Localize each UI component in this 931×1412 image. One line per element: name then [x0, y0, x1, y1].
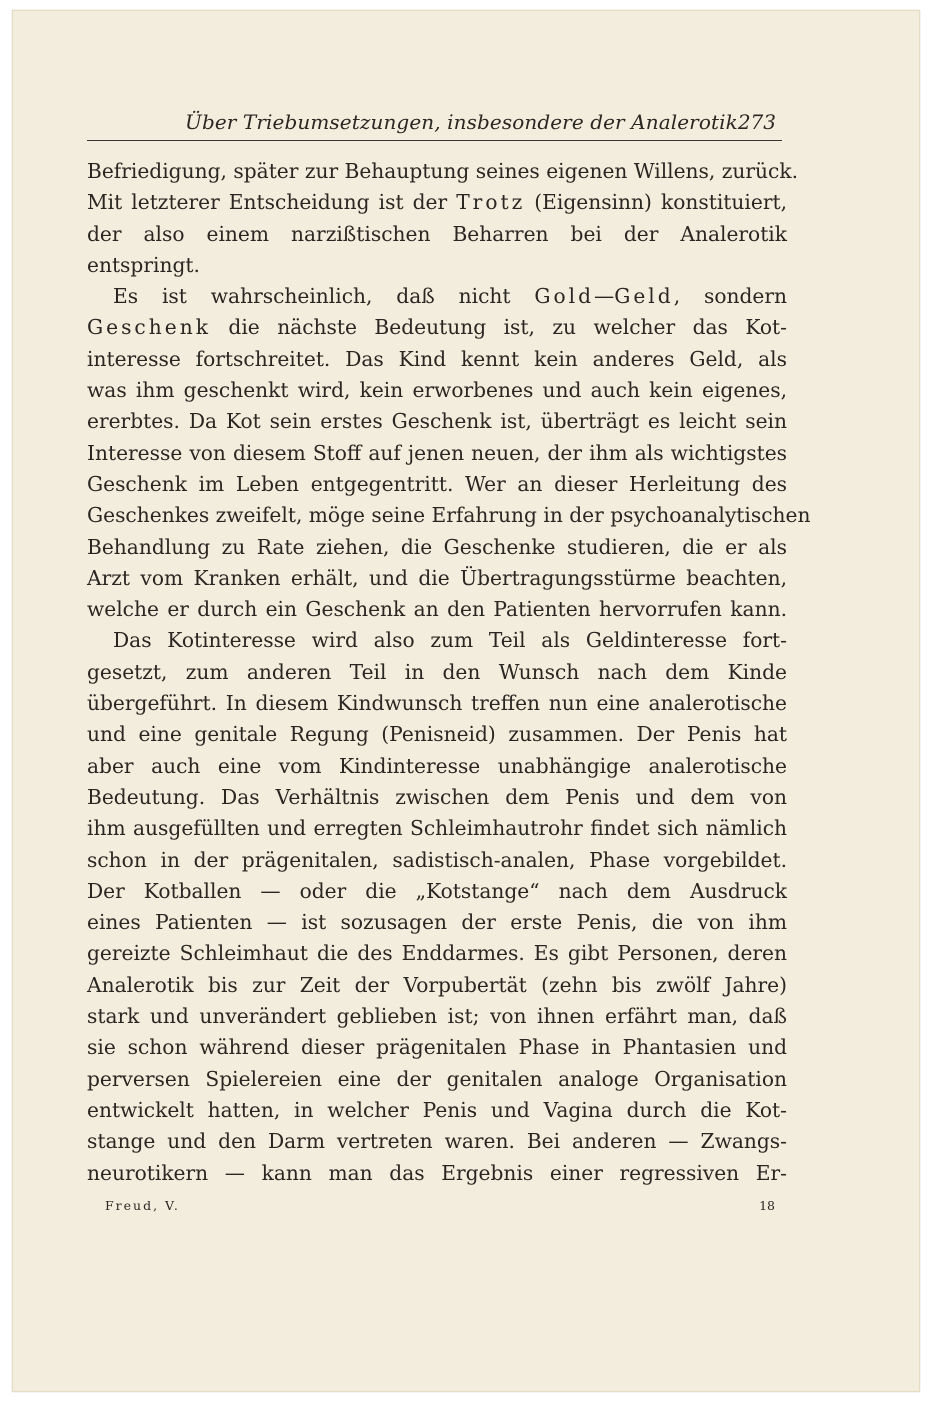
- text-line: entwickelt hatten, in welcher Penis und Vagina durch die Kot-: [87, 1097, 787, 1122]
- text-line: welche er durch ein Geschenk an den Patienten hervorrufen kann.: [87, 597, 787, 622]
- text-line: Bedeutung. Das Verhältnis zwischen dem Penis und dem von: [87, 784, 787, 809]
- text-line: ihm ausgefüllten und erregten Schleimhautrohr findet sich nämlich: [87, 816, 787, 841]
- text-line: eines Patienten — ist sozusagen der erste Penis, die von ihm: [87, 910, 787, 935]
- text-line: sie schon während dieser prägenitalen Phase in Phantasien und: [87, 1035, 787, 1060]
- text-line: der also einem narzißtischen Beharren bei der Analerotik: [87, 221, 787, 246]
- text-line: Befriedigung, später zur Behauptung seines eigenen Willens, zurück.: [87, 159, 798, 183]
- text-line: Arzt vom Kranken erhält, und die Übertragungsstürme beachten,: [87, 565, 787, 590]
- text-line: Behandlung zu Rate ziehen, die Geschenke studieren, die er als: [87, 534, 787, 559]
- page-number: 273: [737, 110, 776, 134]
- text-line: entspringt.: [87, 252, 200, 277]
- text-line: was ihm geschenkt wird, kein erworbenes und auch kein eigenes,: [87, 378, 787, 403]
- text-line: Der Kotballen — oder die „Kotstange“ nach dem Ausdruck: [87, 878, 787, 903]
- text-line: Geschenk im Leben entgegentritt. Wer an dieser Herleitung des: [87, 471, 787, 496]
- text-line: Geschenk die nächste Bedeutung ist, zu welcher das Kot-: [87, 315, 787, 340]
- text-line: interesse fortschreitet. Das Kind kennt kein anderes Geld, als: [87, 346, 787, 371]
- text-line: aber auch eine vom Kindinteresse unabhängige analerotische: [87, 753, 787, 778]
- text-line: stark und unverändert geblieben ist; von ihnen erfährt man, daß: [87, 1004, 787, 1029]
- emphasis-spaced: Geld: [614, 284, 674, 309]
- running-head-title: Über Triebumsetzungen, insbesondere der Analerotik: [185, 110, 738, 134]
- text-line: stange und den Darm vertreten waren. Bei anderen — Zwangs-: [87, 1129, 787, 1154]
- book-page: [12, 10, 920, 1392]
- text-line: Geschenkes zweifelt, möge seine Erfahrung in der psychoanalytischen: [87, 503, 811, 528]
- footer-sheet-number: 18: [759, 1198, 775, 1213]
- emphasis-spaced: Trotz: [456, 190, 526, 215]
- text-line: Analerotik bis zur Zeit der Vorpubertät (zehn bis zwölf Jahre): [87, 972, 787, 997]
- emphasis-spaced: Geschenk: [87, 315, 211, 340]
- text-line: schon in der prägenitalen, sadistisch-analen, Phase vorgebildet.: [87, 847, 787, 872]
- body-text: [87, 156, 811, 1189]
- text-line: ererbtes. Da Kot sein erstes Geschenk ist, überträgt es leicht sein: [87, 409, 787, 434]
- text-line: Interesse von diesem Stoff auf jenen neuen, der ihm als wichtigstes: [87, 440, 787, 465]
- text-line: Das Kotinteresse wird also zum Teil als Geldinteresse fort-: [113, 628, 787, 653]
- emphasis-spaced: Gold: [534, 284, 595, 309]
- text-line: Es ist wahrscheinlich, daß nicht Gold—Geld, sondern: [113, 284, 788, 309]
- running-head: [87, 106, 782, 141]
- footer-signature: Freud, V.: [105, 1198, 180, 1213]
- text-line: Mit letzterer Entscheidung ist der Trotz (Eigensinn) konstituiert,: [87, 190, 787, 215]
- text-line: und eine genitale Regung (Penisneid) zusammen. Der Penis hat: [87, 722, 787, 747]
- text-line: gesetzt, zum anderen Teil in den Wunsch nach dem Kinde: [87, 659, 787, 684]
- page-footer: [105, 1198, 775, 1218]
- text-line: gereizte Schleimhaut die des Enddarmes. Es gibt Personen, deren: [87, 941, 787, 966]
- text-line: neurotikern — kann man das Ergebnis einer regressiven Er-: [87, 1160, 787, 1185]
- text-line: perversen Spielereien eine der genitalen analoge Organisation: [87, 1066, 787, 1091]
- text-line: übergeführt. In diesem Kindwunsch treffen nun eine analerotische: [87, 691, 787, 716]
